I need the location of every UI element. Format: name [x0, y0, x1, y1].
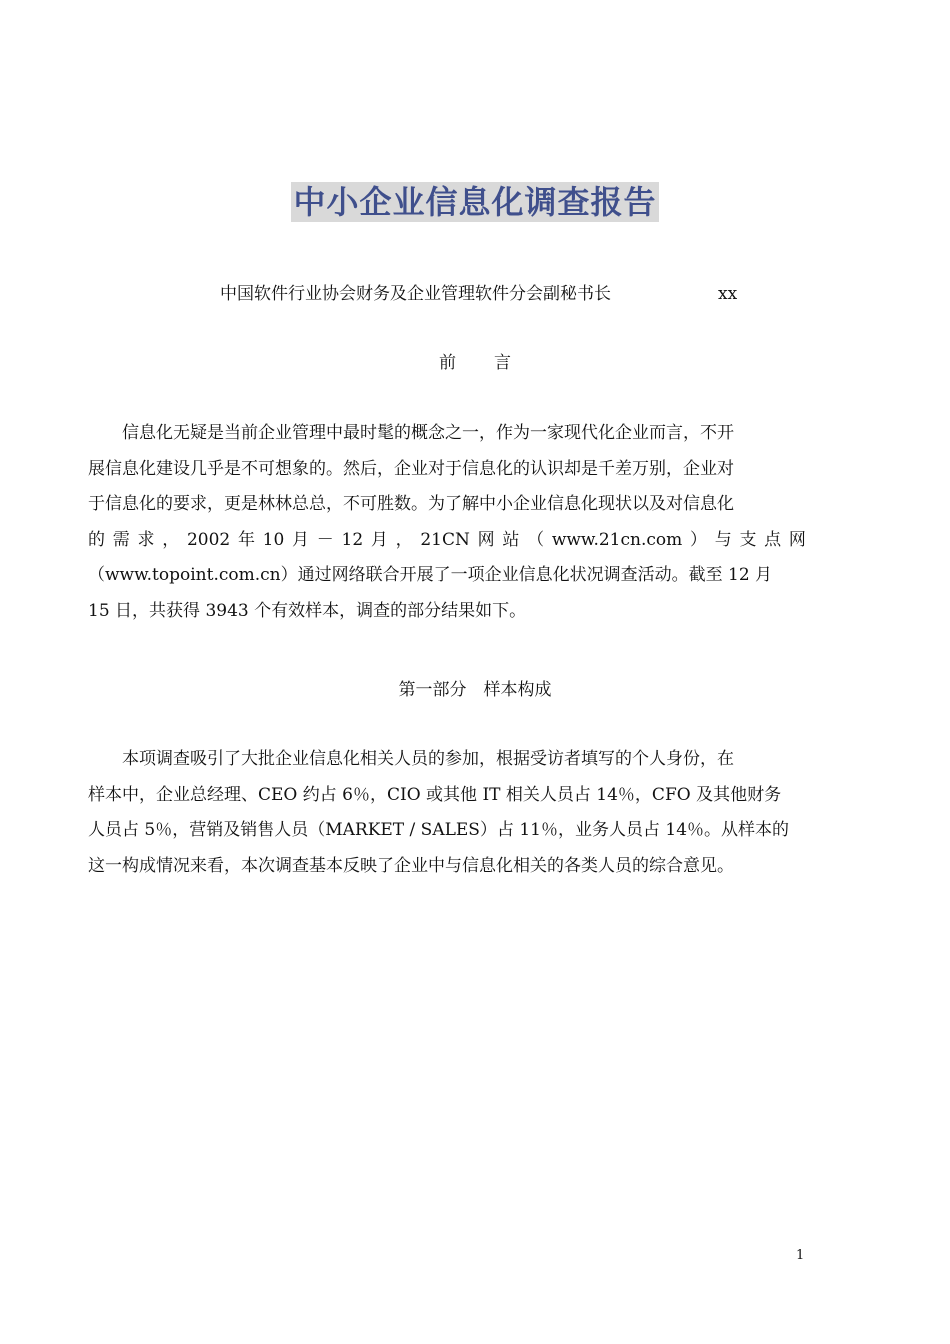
paragraph-line: 展信息化建设几乎是不可想象的。然后，企业对于信息化的认识却是千差万别，企业对 [88, 458, 734, 479]
paragraph-line: 信息化无疑是当前企业管理中最时髦的概念之一，作为一家现代化企业而言，不开 [122, 423, 734, 443]
paragraph-line: 15 日，共获得 3943 个有效样本，调查的部分结果如下。 [88, 600, 527, 621]
paragraph-line: （www.topoint.com.cn）通过网络联合开展了一项企业信息化状况调查活动。截至 12 月 [88, 565, 773, 585]
author-name: xx [718, 284, 738, 304]
paragraph-line: 样本中，企业总经理、CEO 约占 6％，CIO 或其他 IT 相关人员占 14％，CFO 及其他财务 [88, 784, 782, 805]
paragraph-line: 本项调查吸引了大批企业信息化相关人员的参加，根据受访者填写的个人身份，在 [122, 749, 734, 769]
author-line [220, 283, 760, 305]
word: 求 [137, 529, 155, 550]
document-title: 中小企业信息化调查报告 [293, 183, 657, 221]
author-affiliation: 中国软件行业协会财务及企业管理软件分会副秘书长 [220, 284, 611, 304]
word: 年 [237, 529, 255, 550]
link-text: www.21cn.com [551, 529, 683, 550]
word: 2002 [186, 529, 231, 550]
word: 点 [764, 529, 782, 550]
preface-heading [0, 352, 950, 374]
title-wrapper [0, 182, 950, 222]
section-heading: 第一部分 样本构成 [398, 680, 552, 700]
word: 月 [292, 529, 310, 550]
word: 10 [262, 529, 285, 550]
word: － [316, 529, 334, 550]
word: ， [162, 529, 180, 550]
word: 网 [477, 529, 495, 550]
word: （ [527, 529, 545, 550]
word: 支 [739, 529, 757, 550]
word: 网 [788, 529, 806, 550]
paragraph-line-spread [88, 523, 806, 559]
word: 12 [341, 529, 364, 550]
word: ， [395, 529, 413, 550]
word: 21CN [420, 529, 470, 550]
word: 需 [112, 529, 130, 550]
word: ） [689, 529, 707, 550]
page-number: 1 [796, 1248, 805, 1263]
sample-composition-paragraph [88, 742, 806, 884]
word: 与 [714, 529, 732, 550]
word: 月 [370, 529, 388, 550]
preface-char-1: 前 [439, 353, 456, 373]
paragraph-line: 这一构成情况来看，本次调查基本反映了企业中与信息化相关的各类人员的综合意见。 [88, 855, 734, 876]
preface-paragraph [88, 416, 806, 629]
word: 的 [88, 529, 105, 550]
paragraph-line: 人员占 5％，营销及销售人员（MARKET / SALES）占 11％，业务人员占 14％。从样本的 [88, 820, 790, 840]
word: 站 [502, 529, 520, 550]
paragraph-line: 于信息化的要求，更是林林总总，不可胜数。为了解中小企业信息化现状以及对信息化 [88, 494, 734, 514]
preface-char-2: 言 [494, 353, 511, 373]
